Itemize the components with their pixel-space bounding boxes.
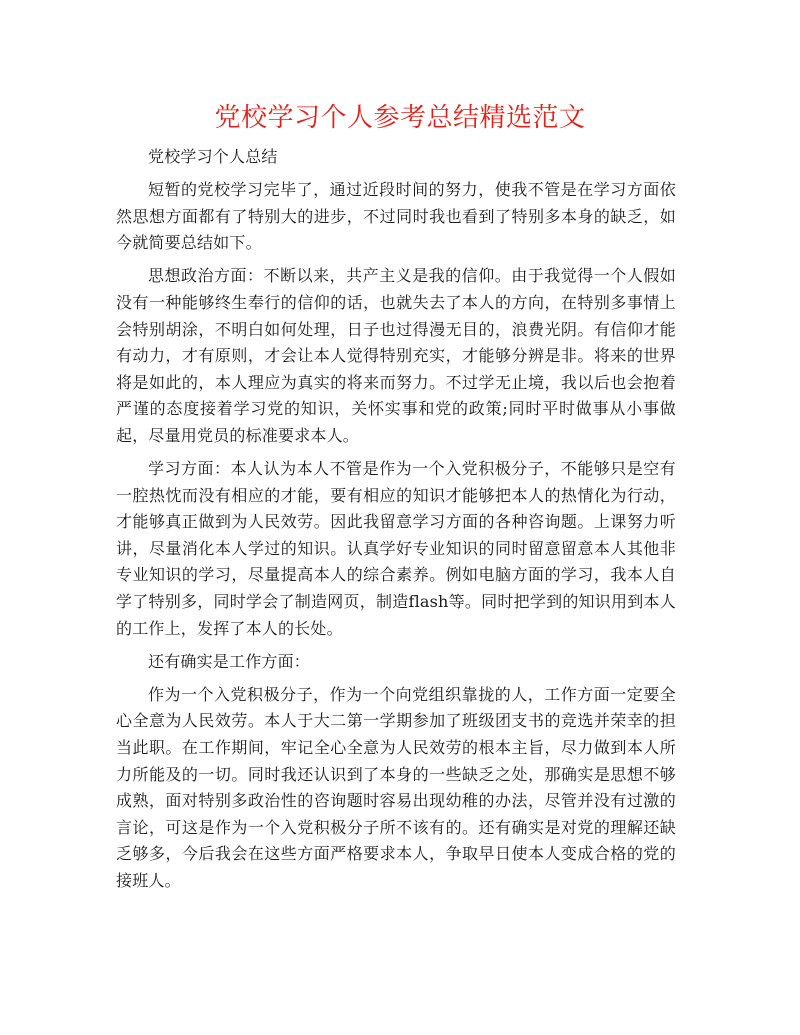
paragraph-work-heading: 还有确实是工作方面：	[148, 651, 311, 671]
paragraph-intro: 短暂的党校学习完毕了，通过近段时间的努力，使我不管是在学习方面依然思想方面都有了特别大的进步，不过同时我也看到了特别多本身的缺乏，如今就简要总结如下。	[116, 180, 676, 253]
document-title: 党校学习个人参考总结精选范文	[214, 103, 586, 133]
document-body	[116, 144, 676, 901]
paragraph-work: 作为一个入党积极分子，作为一个向党组织靠拢的人，工作方面一定要全心全意为人民效劳。本人于大二第一学期参加了班级团支书的竞选并荣幸的担当此职。在工作期间，牢记全心全意为人民效劳的根本主旨，尽力做到本人所力所能及的一切。同时我还认识到了本身的一些缺乏之处，那确实是思想不够成熟，面对特别多政治性的咨询题时容易出现幼稚的办法，尽管并没有过激的言论，可这是作为一个入党积极分子所不该有的。还有确实是对党的理解还缺乏够多，今后我会在这些方面严格要求本人，争取早日使本人变成合格的党的接班人。	[116, 684, 676, 890]
paragraph-study: 学习方面：本人认为本人不管是作为一个入党积极分子，不能够只是空有一腔热忱而没有相应的才能，要有相应的知识才能够把本人的热情化为行动，才能够真正做到为人民效劳。因此我留意学习方面的各种咨询题。上课努力听讲，尽量消化本人学过的知识。认真学好专业知识的同时留意留意本人其他非专业知识的学习，尽量提高本人的综合素养。例如电脑方面的学习，我本人自学了特别多，同时学会了制造网页，制造flash等。同时把学到的知识用到本人的工作上，发挥了本人的长处。	[116, 459, 676, 638]
paragraph-ideology: 思想政治方面：不断以来，共产主义是我的信仰。由于我觉得一个人假如没有一种能够终生奉行的信仰的话，也就失去了本人的方向，在特别多事情上会特别胡涂，不明白如何处理，日子也过得漫无目的，浪费光阴。有信仰才能有动力，才有原则，才会让本人觉得特别充实，才能够分辨是非。将来的世界将是如此的，本人理应为真实的将来而努力。不过学无止境，我以后也会抱着严谨的态度接着学习党的知识，关怀实事和党的政策;同时平时做事从小事做起，尽量用党员的标准要求本人。	[116, 266, 676, 445]
section-heading: 党校学习个人总结	[148, 147, 278, 166]
